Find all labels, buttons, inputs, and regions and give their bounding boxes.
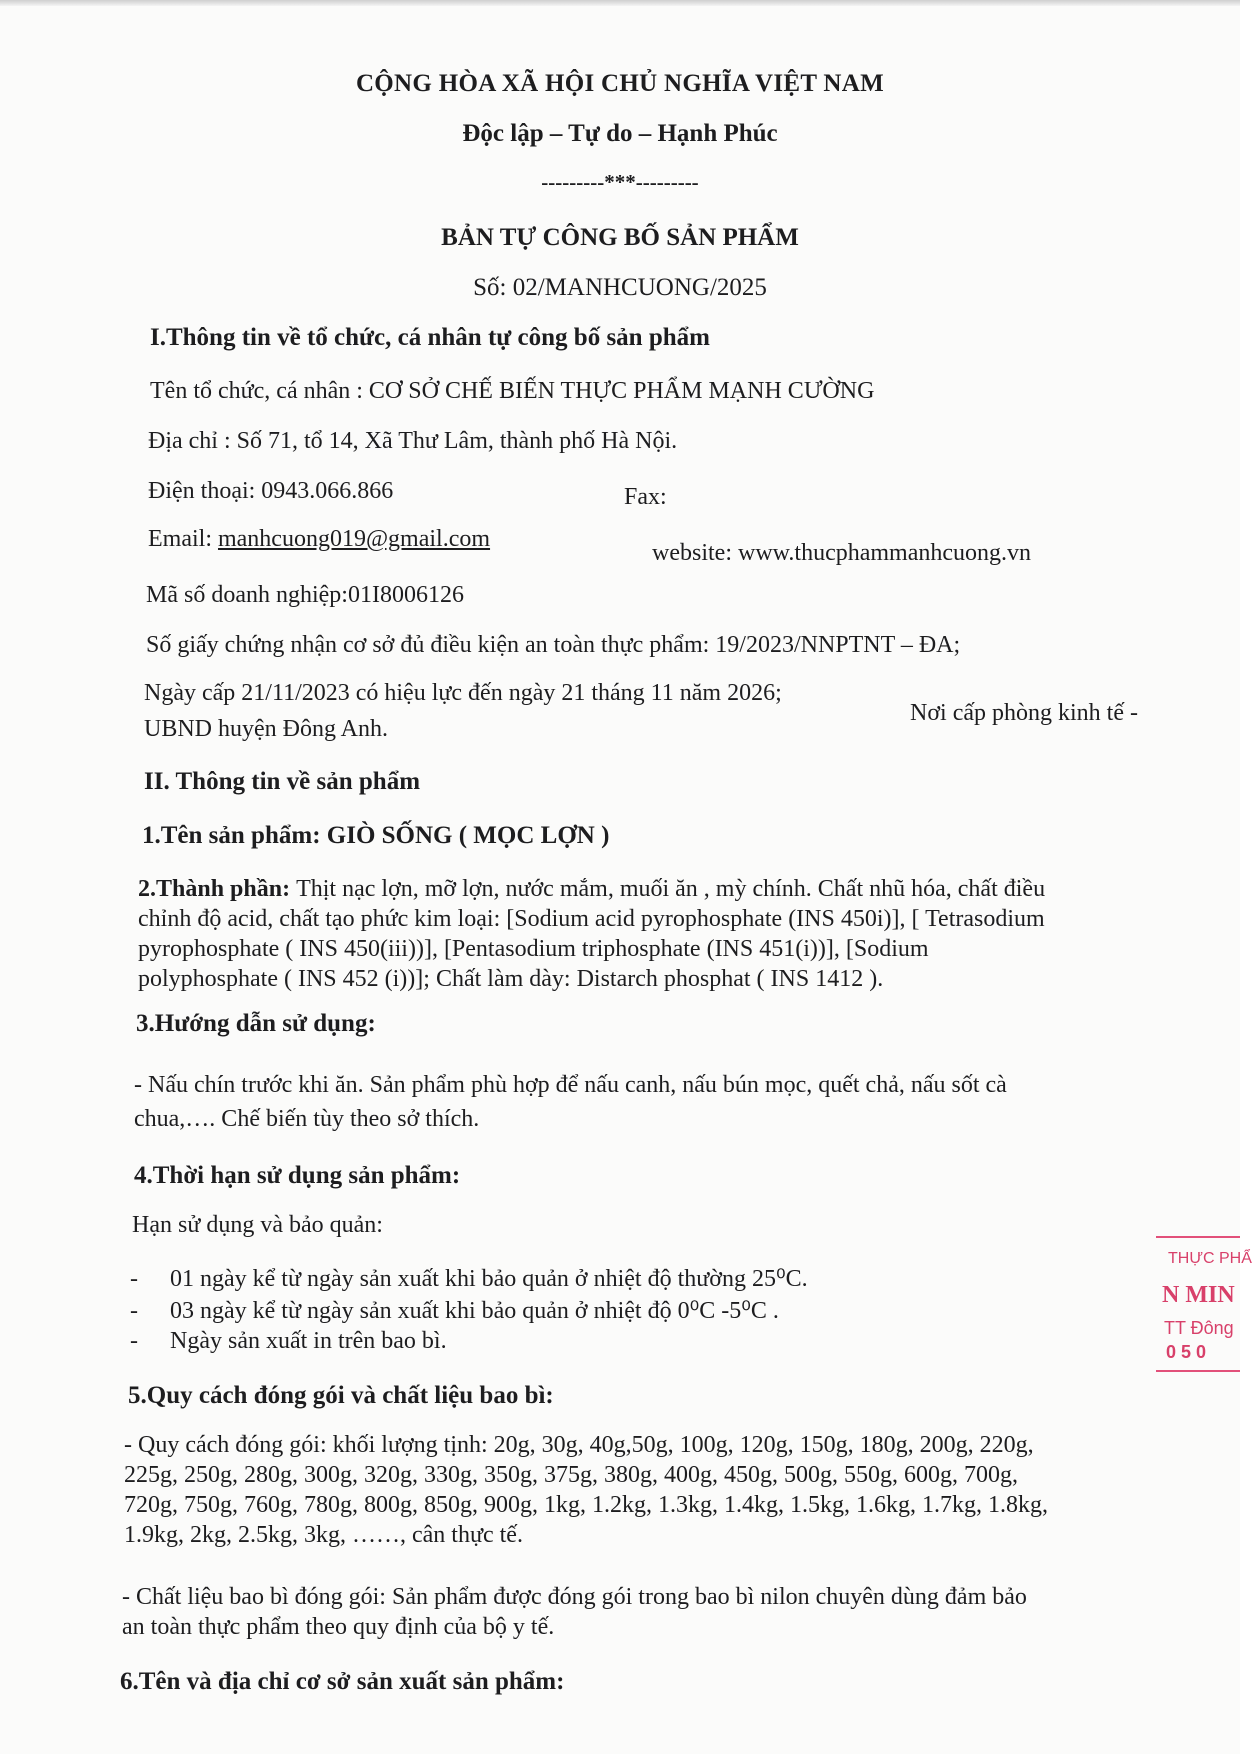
material-line-1: - Chất liệu bao bì đóng gói: Sản phẩm được đóng gói trong bao bì nilon chuyên dùng đảm bảo [122,1584,1027,1610]
certificate-issue-place: Nơi cấp phòng kinh tế - [910,700,1138,726]
shelf-life-bullet-1 [130,1264,808,1293]
packaging-heading: 5.Quy cách đóng gói và chất liệu bao bì: [128,1382,554,1409]
product-name-value: GIÒ SỐNG ( MỌC LỢN ) [326,822,610,849]
red-stamp [1156,1236,1252,1374]
shelf-life-intro: Hạn sử dụng và bảo quản: [132,1212,383,1238]
packaging-spec [124,1430,1162,1550]
ingredients-line-3: pyrophosphate ( INS 450(iii))], [Pentasodium triphosphate (INS 451(i))], [Sodium [138,936,929,962]
motto: Độc lập – Tự do – Hạnh Phúc [462,120,778,147]
shelf-life-bullet-2 [130,1296,779,1325]
packaging-line-4: 1.9kg, 2kg, 2.5kg, 3kg, ……, cân thực tế. [124,1522,523,1548]
certificate-issue-date: Ngày cấp 21/11/2023 có hiệu lực đến ngày 21 tháng 11 năm 2026; [144,680,782,706]
org-website: website: www.thucphammanhcuong.vn [652,540,1032,566]
usage-instructions [134,1068,1168,1136]
product-name-label: 1.Tên sản phẩm: [142,822,327,849]
ingredients-label: 2.Thành phần: [138,876,297,902]
org-email [148,526,490,553]
packaging-line-2: 225g, 250g, 280g, 300g, 320g, 330g, 350g, 375g, 380g, 400g, 450g, 500g, 550g, 600g, 700g, [124,1462,1018,1488]
usage-line-2: chua,…. Chế biến tùy theo sở thích. [134,1106,480,1132]
usage-heading: 3.Hướng dẫn sử dụng: [136,1010,376,1037]
bullet-text: Ngày sản xuất in trên bao bì. [170,1328,447,1354]
document-number: Số: 02/MANHCUONG/2025 [473,274,767,301]
shelf-life-heading: 4.Thời hạn sử dụng sản phẩm: [134,1162,461,1189]
section2-heading: II. Thông tin về sản phẩm [144,768,421,795]
email-label: Email: [148,526,218,552]
ingredients [138,874,1164,994]
manufacturer-heading: 6.Tên và địa chỉ cơ sở sản xuất sản phẩm: [120,1668,565,1695]
certificate-issuer: UBND huyện Đông Anh. [144,716,388,742]
packaging-material [122,1582,1162,1642]
org-address: Địa chỉ : Số 71, tổ 14, Xã Thư Lâm, thành phố Hà Nội. [148,428,678,454]
section1-heading: I.Thông tin về tổ chức, cá nhân tự công bố sản phẩm [150,324,710,351]
ingredients-line-4: polyphosphate ( INS 452 (i))]; Chất làm dày: Distarch phosphat ( INS 1412 ). [138,966,884,992]
org-name: Tên tổ chức, cá nhân : CƠ SỞ CHẾ BIẾN THỰC PHẨM MẠNH CƯỜNG [150,378,875,404]
ingredients-line-2: chỉnh độ acid, chất tạo phức kim loại: [Sodium acid pyrophosphate (INS 450i)], [ Tetrasodium [138,906,1045,932]
bullet-text: 03 ngày kể từ ngày sản xuất khi bảo quản ở nhiệt độ 0⁰C -5⁰C . [170,1298,779,1324]
scan-top-edge [0,0,1240,6]
usage-line-1: - Nấu chín trước khi ăn. Sản phẩm phù hợp để nấu canh, nấu bún mọc, quết chả, nấu sốt cà [134,1072,1007,1098]
country-header: CỘNG HÒA XÃ HỘI CHỦ NGHĨA VIỆT NAM [355,70,885,97]
product-name [142,822,609,850]
tax-code: Mã số doanh nghiệp:01I8006126 [146,582,464,608]
document-title: BẢN TỰ CÔNG BỐ SẢN PHẨM [441,224,799,251]
email-link[interactable]: manhcuong019@gmail.com [217,526,491,552]
org-fax: Fax: [624,484,667,510]
material-line-2: an toàn thực phẩm theo quy định của bộ y tế. [122,1614,555,1640]
org-phone: Điện thoại: 0943.066.866 [148,478,394,504]
packaging-line-3: 720g, 750g, 760g, 780g, 800g, 850g, 900g, 1kg, 1.2kg, 1.3kg, 1.4kg, 1.5kg, 1.6kg, 1.7kg, 1.8kg, [124,1492,1048,1518]
bullet-dash: - [130,1266,138,1292]
stamp-line-2: N MIN [1162,1282,1235,1308]
bullet-text: 01 ngày kể từ ngày sản xuất khi bảo quản ở nhiệt độ thường 25⁰C. [170,1266,808,1292]
separator: ---------***--------- [541,170,699,194]
stamp-line-4: 0 5 0 [1166,1342,1207,1362]
packaging-line-1: - Quy cách đóng gói: khối lượng tịnh: 20g, 30g, 40g,50g, 100g, 120g, 150g, 180g, 200g, 220g, [124,1432,1034,1458]
bullet-dash: - [130,1298,138,1324]
stamp-line-1: THỰC PHẨ [1168,1250,1252,1267]
food-safety-certificate: Số giấy chứng nhận cơ sở đủ điều kiện an toàn thực phẩm: 19/2023/NNPTNT – ĐA; [146,632,961,658]
ingredients-line-1: 2.Thành phần: Thịt nạc lợn, mỡ lợn, nước mắm, muối ăn , mỳ chính. Chất nhũ hóa, chất điều [138,876,1046,902]
shelf-life-bullet-3 [130,1328,447,1355]
stamp-line-3: TT Đông [1164,1318,1234,1338]
bullet-dash: - [130,1328,138,1354]
